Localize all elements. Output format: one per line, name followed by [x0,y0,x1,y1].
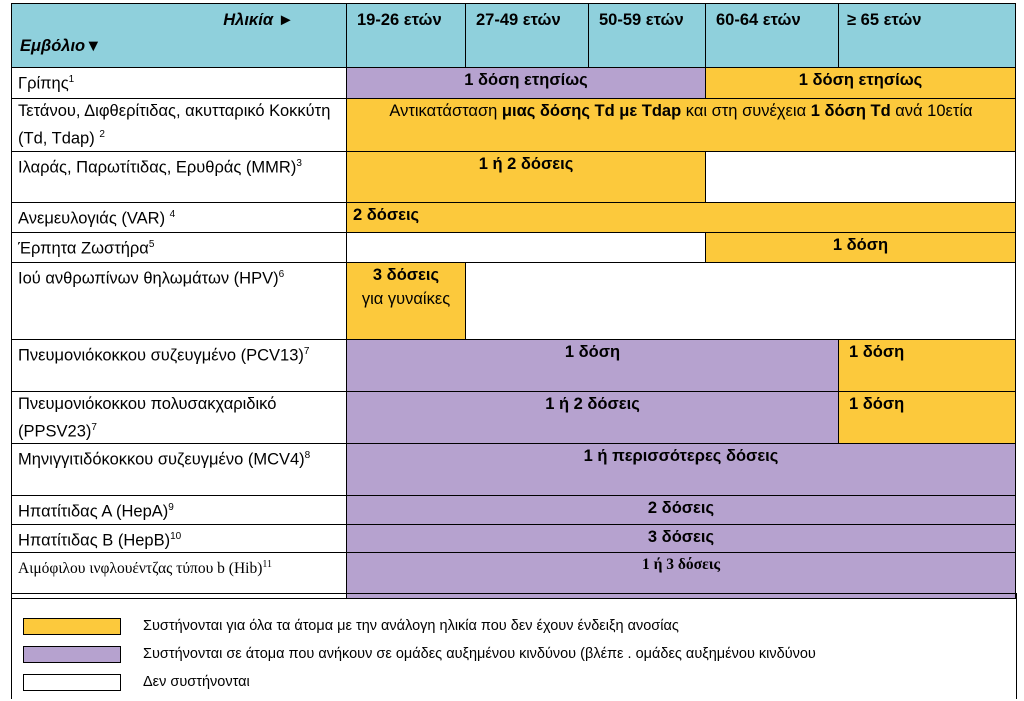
age-group-50-59: 50-59 ετών [589,4,706,68]
row-ppsv23 [12,391,1016,444]
legend-item-not-recommended [23,673,250,691]
vaccine-name-influenza: Γρίπης$^1$ [12,68,347,99]
vaccine-name-var: Ανεμευλογιάς (VAR) $^4$ [12,202,347,232]
ppsv23-high-risk-cell: 1 ή 2 δόσεις [347,391,839,444]
pcv13-high-risk-cell: 1 δόση [347,339,839,391]
legend-text-not-recommended: Δεν συστήνονται [143,674,250,690]
zoster-not-recommended-cell [347,232,706,262]
influenza-all-cell: 1 δόση ετησίως [706,68,1016,99]
row-hib [12,553,1016,599]
row-tdap [12,99,1016,152]
row-hepa [12,496,1016,525]
legend-swatch-purple [23,646,121,663]
hepb-high-risk-cell: 3 δόσεις [347,524,1016,553]
hepa-high-risk-cell: 2 δόσεις [347,496,1016,525]
vaccine-name-hepb: Ηπατίτιδας Β (HepB)$^{10}$ [12,524,347,553]
vaccine-name-hib: Αιμόφιλου ινφλουέντζας τύπου b (Hib)$^{11}$ [12,553,347,599]
vaccine-header-label: Εμβόλιο▼ [20,37,102,55]
age-group-65-plus: ≥ 65 ετών [839,4,1016,68]
hib-high-risk-cell: 1 ή 3 δόσεις [347,553,1016,599]
pcv13-all-cell: 1 δόση [839,339,1016,391]
row-pcv13 [12,339,1016,391]
row-mmr [12,151,1016,202]
legend-item-high-risk [23,645,816,663]
zoster-all-cell: 1 δόση [706,232,1016,262]
influenza-high-risk-cell: 1 δόση ετησίως [347,68,706,99]
vaccination-schedule-table [11,3,1016,599]
hpv-all-cell: 3 δόσεις για γυναίκες [347,262,466,339]
header-corner-cell [12,4,347,68]
row-zoster [12,232,1016,262]
row-influenza [12,68,1016,99]
legend-text-all: Συστήνονται για όλα τα άτομα με την ανάλογη ηλικία που δεν έχουν ένδειξη ανοσίας [143,618,679,634]
row-hepb [12,524,1016,553]
vaccine-name-pcv13: Πνευμονιόκοκκου συζευγμένο $(PCV13)^7$ [12,339,347,391]
legend-swatch-white [23,674,121,691]
vaccine-name-ppsv23: Πνευμονιόκοκκου πολυσακχαριδικό (PPSV23)$^7$ [12,391,347,444]
vaccine-name-zoster: Έρπητα Ζωστήρα$^5$ [12,232,347,262]
legend-swatch-yellow [23,618,121,635]
age-group-60-64: 60-64 ετών [706,4,839,68]
row-hpv [12,262,1016,339]
legend-box [11,593,1017,699]
vaccine-name-mmr: Ιλαράς, Παρωτίτιδας, Ερυθράς (MMR)$^3$ [12,151,347,202]
row-mcv4 [12,444,1016,496]
mmr-not-recommended-cell [706,151,1016,202]
vaccine-name-hpv: Ιού ανθρωπίνων θηλωμάτων (HPV)$^6$ [12,262,347,339]
age-group-27-49: 27-49 ετών [466,4,589,68]
header-row [12,4,1016,68]
vaccine-name-mcv4: Μηνιγγιτιδόκοκκου συζευγμένο $(MCV4)^8$ [12,444,347,496]
ppsv23-all-cell: 1 δόση [839,391,1016,444]
age-group-19-26: 19-26 ετών [347,4,466,68]
var-all-cell: 2 δόσεις [347,202,1016,232]
vaccine-name-hepa: Ηπατίτιδας Α (HepA)$^9$ [12,496,347,525]
tdap-recommendation-cell: Αντικατάσταση μιας δόσης Td με Tdap και στη συνέχεια 1 δόση Td ανά 10ετία [347,99,1016,152]
age-header-label: Ηλικία ► [223,11,294,29]
row-var [12,202,1016,232]
mmr-all-cell: 1 ή 2 δόσεις [347,151,706,202]
mcv4-high-risk-cell: 1 ή περισσότερες δόσεις [347,444,1016,496]
legend-item-all [23,617,679,635]
hpv-not-recommended-cell [466,262,1016,339]
vaccine-name-tdap: Τετάνου, Διφθερίτιδας, ακυτταρικό Κοκκύτη (Td, Tdap) $^2$ [12,99,347,152]
legend-text-high-risk: Συστήνονται σε άτομα που ανήκουν σε ομάδες αυξημένου κινδύνου (βλέπε . ομάδες αυξημένου κινδύνου [143,646,816,662]
